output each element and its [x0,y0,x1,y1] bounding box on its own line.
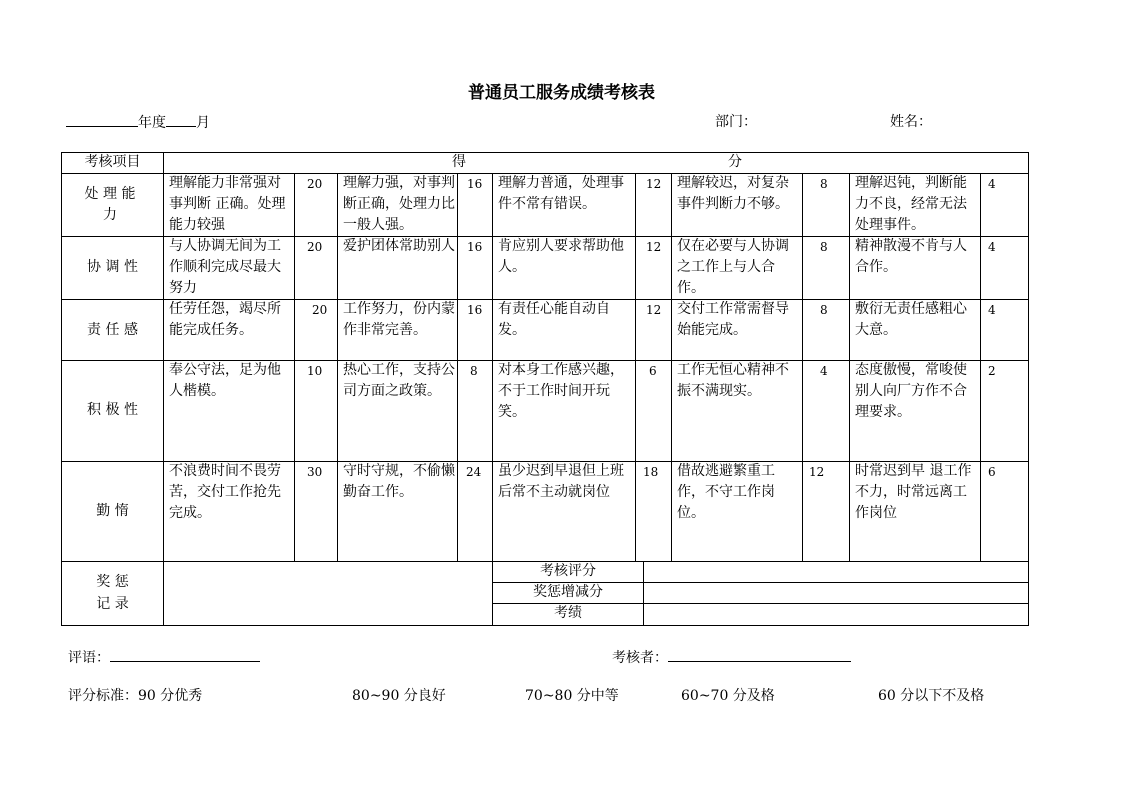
row-label-responsibility: 责 任 感 [87,322,138,338]
grade-desc: 有责任心能自动自发。 [498,301,610,338]
grade-score: 2 [988,364,996,378]
grade-score: 12 [646,177,662,191]
grade-score: 20 [307,240,323,254]
table-border-bottom [61,625,1029,626]
grade-score: 8 [820,240,828,254]
grade-desc: 虽少迟到早退但上班后常不主动就岗位 [498,463,624,500]
grade-desc: 理解力强，对事判断正确，处理力比一般人强。 [343,175,455,233]
comment-field[interactable] [110,646,260,662]
header-score-1: 得 [452,154,466,170]
page-title: 普通员工服务成绩考核表 [468,83,655,103]
grade-desc: 爱护团体常助别人 [343,238,455,254]
standard-label: 评分标准： [68,688,138,704]
summary-reward-adjust: 奖惩增减分 [533,584,603,600]
grade-desc: 守时守规，不偷懒勤奋工作。 [343,463,455,500]
grade-score: 4 [820,364,828,378]
row-label-coordination: 协 调 性 [87,259,138,275]
grade-desc: 交付工作常需督导始能完成。 [677,301,789,338]
table-border-right [1028,152,1029,626]
grade-score: 6 [988,465,996,479]
grade-desc: 精神散漫不肯与人合作。 [855,238,967,275]
col-line [980,173,981,562]
comment-line [68,646,260,667]
grade-desc: 时常迟到早 退工作不力，时常远离工作岗位 [855,463,972,521]
grade-score: 8 [470,364,478,378]
grade-desc: 态度傲慢，常唆使别人向厂方作不合理要求。 [855,362,967,420]
grade-score: 4 [988,303,996,317]
grade-score: 6 [649,364,657,378]
month-blank[interactable] [166,111,196,127]
col-line [337,173,338,562]
grade-score: 24 [466,465,482,479]
year-blank[interactable] [66,111,138,127]
reviewer-line [612,646,851,667]
grade-score: 18 [643,465,659,479]
grade-score: 4 [988,177,996,191]
col-line [671,173,672,562]
grade-score: 8 [820,177,828,191]
dept-label: 部门： [715,114,757,130]
year-month-line [66,111,210,132]
grade-score: 20 [312,303,328,317]
grade-desc: 热心工作，支持公司方面之政策。 [343,362,455,399]
name-label: 姓名： [890,114,932,130]
summary-final-grade: 考绩 [554,605,582,621]
grade-score: 20 [307,177,323,191]
grade-score: 8 [820,303,828,317]
grade-desc: 理解迟钝，判断能力不良，经常无法 处理事件。 [855,175,967,233]
col-line [802,173,803,562]
col-line [163,152,164,626]
reward-label-top: 奖 惩 [96,574,129,590]
col-line [849,173,850,562]
grade-desc: 对本身工作感兴趣，不于工作时间开玩笑。 [498,362,624,420]
grade-score: 10 [307,364,323,378]
grade-score: 4 [988,240,996,254]
col-line [635,173,636,562]
grade-desc: 敷衍无责任感粗心大意。 [855,301,967,338]
grade-average: 70~80 分中等 [525,688,619,704]
grade-desc: 理解较迟，对复杂事件判断力不够。 [677,175,789,212]
grade-score: 12 [646,303,662,317]
grade-pass: 60~70 分及格 [681,688,775,704]
final-grade-field[interactable] [644,604,1028,625]
grade-desc: 借故逃避繁重工作，不守工作岗位。 [677,463,775,521]
col-line [492,173,493,626]
grade-fail: 60 分以下不及格 [878,688,985,704]
reward-record-cell[interactable] [164,562,492,625]
grade-desc: 肯应别人要求帮助他人。 [498,238,624,275]
table-border-top [61,152,1029,153]
year-label: 年度 [138,115,166,131]
header-item: 考核项目 [84,154,141,170]
grade-desc: 工作无恒心精神不振不满现实。 [677,362,789,399]
grade-score: 12 [646,240,662,254]
reward-adjust-field[interactable] [644,583,1028,603]
grade-desc: 理解能力非常强对事判断 正确。处理能力较强 [169,175,286,233]
grade-good: 80~90 分良好 [352,688,446,704]
grade-score: 12 [809,465,825,479]
table-border-left [61,152,62,626]
row-label-initiative: 积 极 性 [87,402,138,418]
header-score-2: 分 [728,154,742,170]
grade-score: 30 [307,465,323,479]
grade-excellent: 90 分优秀 [138,688,203,704]
grade-score: 16 [467,177,483,191]
col-line [457,173,458,562]
comment-label: 评语： [68,650,110,666]
grade-score: 16 [467,240,483,254]
grade-desc: 奉公守法，足为他人楷模。 [169,362,281,399]
grade-desc: 仅在必要与人协调之工作上与人合作。 [677,238,789,296]
month-label: 月 [196,115,210,131]
grade-desc: 与人协调无间为工作顺利完成尽最大努力 [169,238,281,296]
grade-desc: 工作努力，份内蒙作非常完善。 [343,301,455,338]
assessment-score-field[interactable] [644,562,1028,582]
grade-score: 16 [467,303,483,317]
grade-desc: 理解力普通，处理事件不常有错误。 [498,175,624,212]
reward-label-bottom: 记 录 [96,596,129,612]
reviewer-label: 考核者： [612,650,668,666]
standard-line [68,685,202,705]
col-line [294,173,295,562]
reviewer-field[interactable] [668,646,851,662]
row-label-processing: 处 理 能 力 [84,186,136,223]
row-label-diligence: 勤 惰 [96,503,129,519]
summary-assessment-score: 考核评分 [540,563,596,579]
grade-desc: 任劳任怨，竭尽所能完成任务。 [169,301,281,338]
grade-desc: 不浪费时间不畏劳苦，交付工作抢先完成。 [169,463,281,521]
